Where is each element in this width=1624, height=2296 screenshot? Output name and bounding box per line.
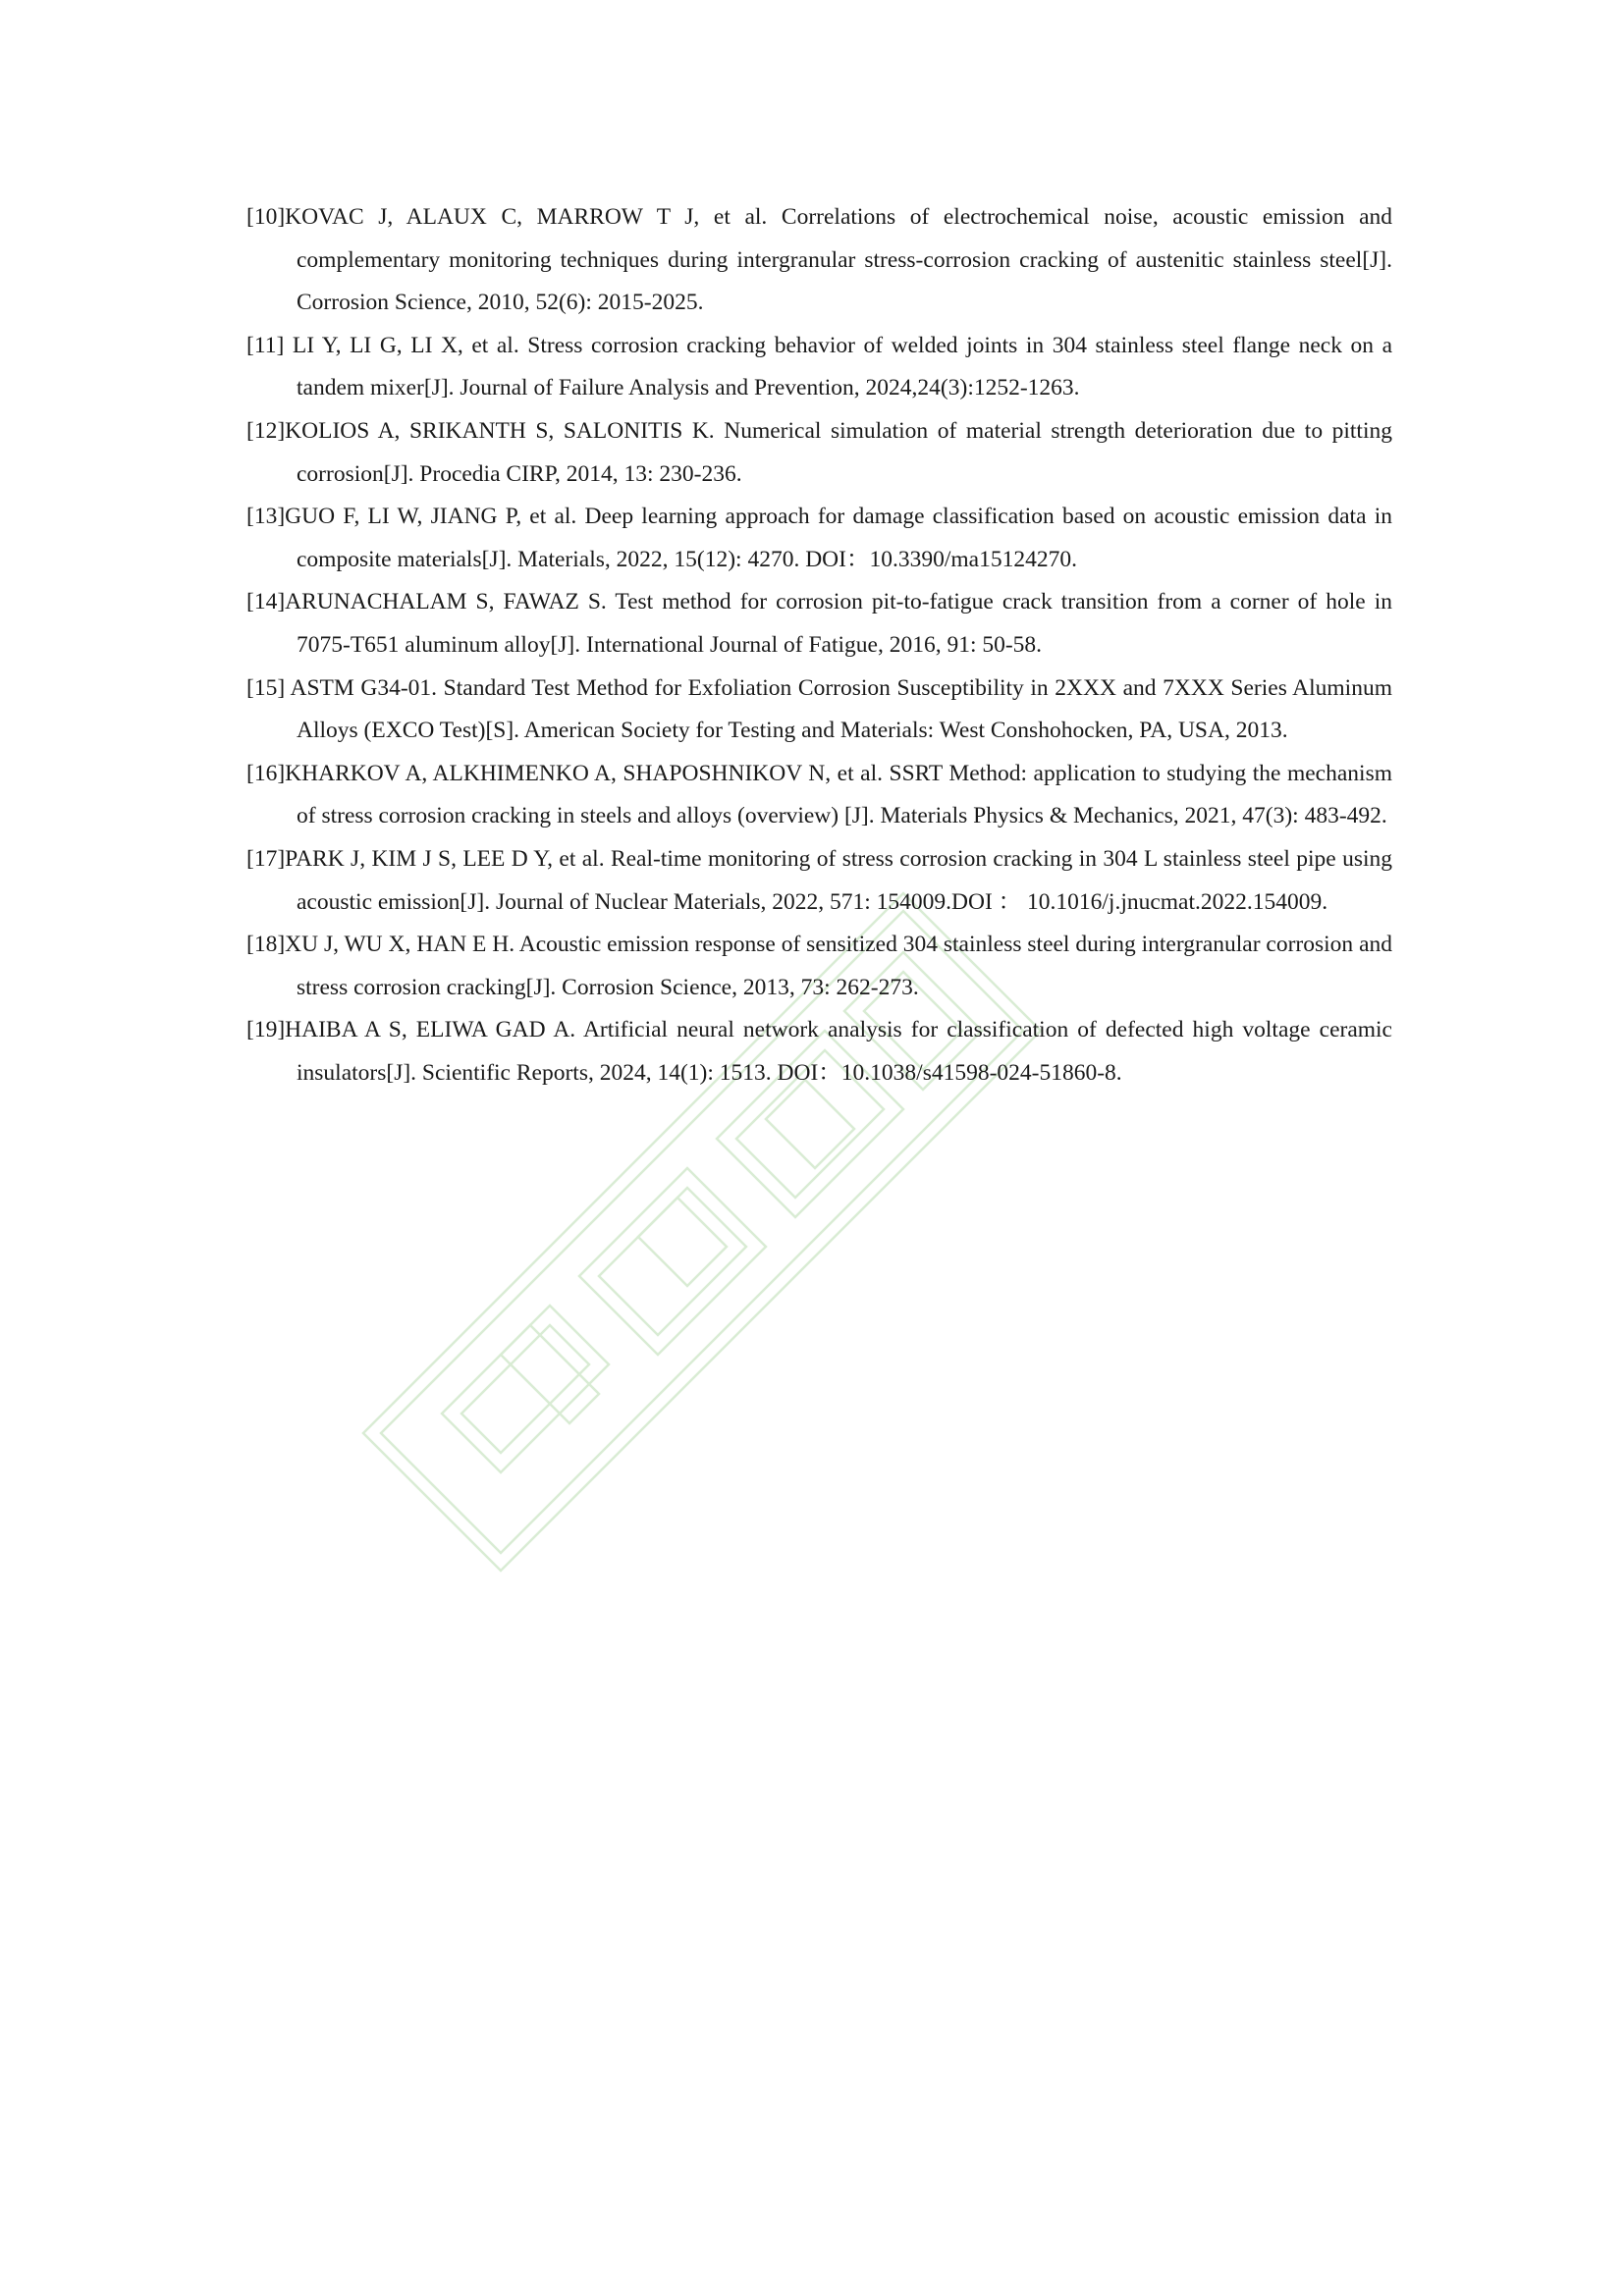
- reference-number: [12]: [246, 417, 286, 444]
- reference-number: [13]: [246, 504, 286, 530]
- reference-text: KOVAC J, ALAUX C, MARROW T J, et al. Correlations of electrochemical noise, acoustic emission and complementary monitoring techniques during intergranular stress-corrosion cracking of austenitic stainless steel[J]. Corrosion Science, 2010, 52(6): 2015-2025.: [285, 204, 1392, 316]
- reference-text: ARUNACHALAM S, FAWAZ S. Test method for corrosion pit-to-fatigue crack transition from a corner of hole in 7075-T651 aluminum alloy[J]. International Journal of Fatigue, 2016, 91: 50-58.: [285, 589, 1392, 658]
- reference-item: [246, 196, 1392, 325]
- reference-list: [246, 196, 1392, 1095]
- reference-text: KOLIOS A, SRIKANTH S, SALONITIS K. Numerical simulation of material strength deterioration due to pitting corrosion[J]. Procedia CIRP, 2014, 13: 230-236.: [285, 417, 1392, 487]
- reference-item: [246, 838, 1392, 924]
- reference-number: [11]: [246, 332, 285, 358]
- reference-number: [18]: [246, 932, 286, 958]
- reference-item: [246, 325, 1392, 410]
- reference-number: [15]: [246, 674, 286, 701]
- reference-item: [246, 753, 1392, 838]
- reference-item: [246, 581, 1392, 667]
- reference-item: [246, 410, 1392, 496]
- reference-item: [246, 1009, 1392, 1095]
- reference-text: KHARKOV A, ALKHIMENKO A, SHAPOSHNIKOV N, et al. SSRT Method: application to studying the mechanism of stress corrosion cracking in steels and alloys (overview) [J]. Materials Physics & Mechanics, 2021, 47(3): 483-492.: [285, 760, 1392, 829]
- reference-item: [246, 667, 1392, 753]
- reference-item: [246, 496, 1392, 581]
- reference-number: [17]: [246, 845, 286, 872]
- reference-text: HAIBA A S, ELIWA GAD A. Artificial neural network analysis for classification of defected high voltage ceramic insulators[J]. Scientific Reports, 2024, 14(1): 1513. DOI：10.1038/s41598-024-51860-8.: [285, 1017, 1392, 1086]
- reference-text: XU J, WU X, HAN E H. Acoustic emission response of sensitized 304 stainless steel during intergranular corrosion and stress corrosion cracking[J]. Corrosion Science, 2013, 73: 262-273.: [285, 932, 1392, 1000]
- reference-item: [246, 924, 1392, 1009]
- reference-number: [10]: [246, 204, 286, 230]
- reference-text: PARK J, KIM J S, LEE D Y, et al. Real-time monitoring of stress corrosion cracking in 304 L stainless steel pipe using acoustic emission[J]. Journal of Nuclear Materials, 2022, 571: 154009.DOI ： 10.1016/j.jnucmat.2022.154009.: [285, 845, 1392, 915]
- reference-text: ASTM G34-01. Standard Test Method for Exfoliation Corrosion Susceptibility in 2XXX and 7XXX Series Aluminum Alloys (EXCO Test)[S]. American Society for Testing and Materials: West Conshohocken, PA, USA, 2013.: [285, 674, 1392, 744]
- reference-text: GUO F, LI W, JIANG P, et al. Deep learning approach for damage classification based on acoustic emission data in composite materials[J]. Materials, 2022, 15(12): 4270. DOI：10.3390/ma15124270.: [285, 504, 1392, 572]
- reference-number: [16]: [246, 760, 286, 786]
- reference-number: [14]: [246, 589, 286, 615]
- reference-number: [19]: [246, 1017, 286, 1043]
- reference-text: LI Y, LI G, LI X, et al. Stress corrosion cracking behavior of welded joints in 304 stainless steel flange neck on a tandem mixer[J]. Journal of Failure Analysis and Prevention, 2024,24(3):1252-1263.: [284, 332, 1392, 401]
